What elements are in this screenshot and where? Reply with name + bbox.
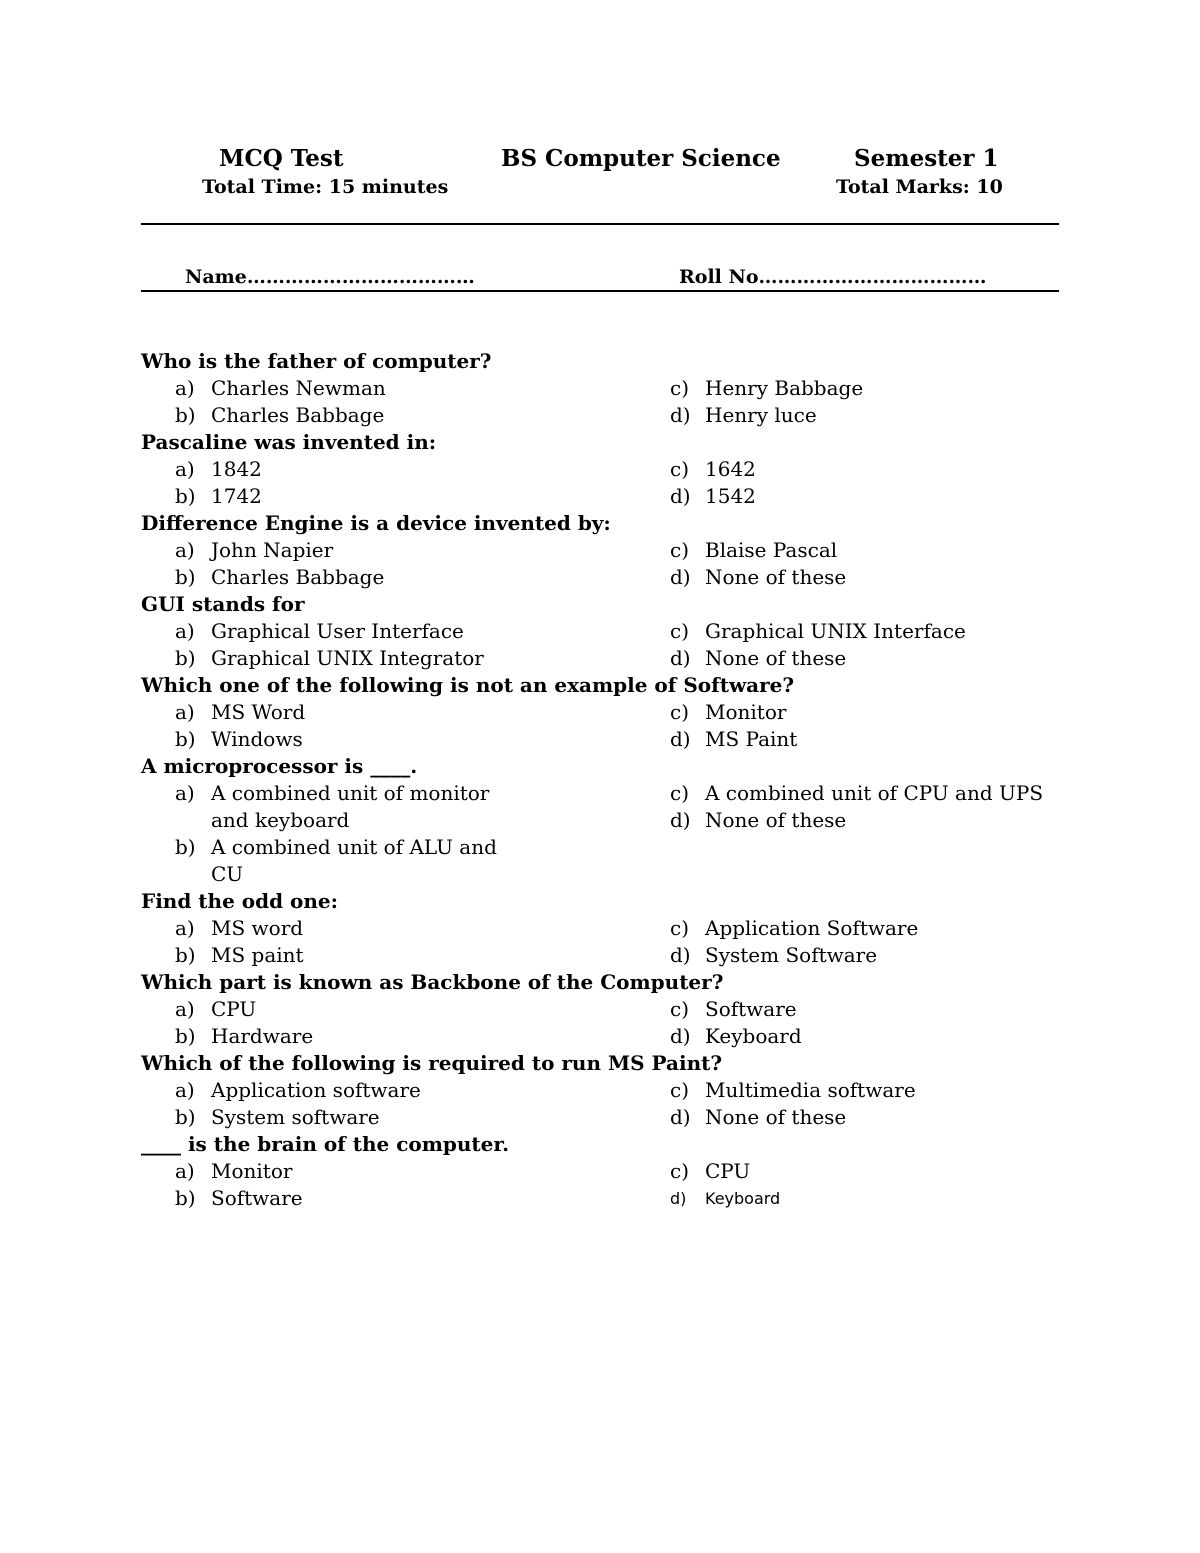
option-item xyxy=(670,456,1061,483)
option-item xyxy=(670,537,1061,564)
option-text: Henry luce xyxy=(705,403,817,427)
option-item xyxy=(670,564,1061,591)
option-text: A combined unit of monitor and keyboard xyxy=(211,781,490,832)
option-letter: d) xyxy=(670,1105,691,1129)
option-text: 1542 xyxy=(705,484,756,508)
option-text: System Software xyxy=(705,943,878,967)
option-item xyxy=(141,834,670,888)
test-title: MCQ Test xyxy=(219,145,344,172)
option-letter: d) xyxy=(670,484,691,508)
option-letter: d) xyxy=(670,1024,691,1048)
option-letter: d) xyxy=(670,808,691,832)
option-letter: b) xyxy=(175,943,196,967)
options-column-left xyxy=(141,618,670,672)
option-letter: d) xyxy=(670,565,691,589)
option-item xyxy=(141,942,670,969)
option-letter: b) xyxy=(175,727,196,751)
name-field: Name……………………………… xyxy=(185,266,475,288)
option-item xyxy=(670,645,1061,672)
option-text: Charles Newman xyxy=(211,376,386,400)
question-block xyxy=(141,753,1061,888)
option-letter: d) xyxy=(670,1189,687,1208)
option-item xyxy=(141,618,670,645)
option-item xyxy=(670,942,1061,969)
option-text: 1742 xyxy=(211,484,262,508)
option-text: Graphical User Interface xyxy=(211,619,464,643)
option-text: Hardware xyxy=(211,1024,314,1048)
option-item xyxy=(670,1158,1061,1185)
option-letter: b) xyxy=(175,1186,196,1210)
option-letter: b) xyxy=(175,565,196,589)
options-column-right xyxy=(670,618,1061,672)
total-marks: Total Marks: 10 xyxy=(836,176,1003,198)
option-text: A combined unit of CPU and UPS xyxy=(705,781,1044,805)
option-item xyxy=(141,537,670,564)
question-list xyxy=(141,348,1061,1212)
option-text: Henry Babbage xyxy=(705,376,864,400)
option-text: Keyboard xyxy=(705,1189,781,1208)
question-text: Who is the father of computer? xyxy=(141,349,492,373)
option-item xyxy=(670,996,1061,1023)
option-letter: c) xyxy=(670,1159,690,1183)
options-column-right xyxy=(670,537,1061,591)
total-time: Total Time: 15 minutes xyxy=(202,176,449,198)
question-block xyxy=(141,510,1061,591)
option-text: 1642 xyxy=(705,457,756,481)
options-grid xyxy=(141,699,1061,753)
roll-no-field: Roll No……………………………… xyxy=(679,266,987,288)
option-letter: c) xyxy=(670,997,690,1021)
header-divider xyxy=(141,223,1059,225)
option-text: None of these xyxy=(705,646,847,670)
option-text: MS Paint xyxy=(705,727,798,751)
options-grid xyxy=(141,1158,1061,1212)
program-title: BS Computer Science xyxy=(501,145,781,172)
option-item xyxy=(670,699,1061,726)
options-grid xyxy=(141,780,1061,888)
option-item xyxy=(141,780,670,834)
option-letter: a) xyxy=(175,619,195,643)
question-text: A microprocessor is ____. xyxy=(141,754,418,778)
option-letter: c) xyxy=(670,619,690,643)
question-block xyxy=(141,1050,1061,1131)
option-letter: d) xyxy=(670,727,691,751)
option-text: None of these xyxy=(705,808,847,832)
option-item xyxy=(670,1104,1061,1131)
question-text: Difference Engine is a device invented by: xyxy=(141,511,611,535)
option-text: CPU xyxy=(705,1159,751,1183)
options-column-right xyxy=(670,915,1061,969)
option-item xyxy=(670,726,1061,753)
options-column-left xyxy=(141,537,670,591)
option-letter: a) xyxy=(175,457,195,481)
option-letter: a) xyxy=(175,376,195,400)
question-text: GUI stands for xyxy=(141,592,305,616)
question-text: Which part is known as Backbone of the Computer? xyxy=(141,970,724,994)
option-item xyxy=(141,564,670,591)
option-text: Software xyxy=(211,1186,303,1210)
option-item xyxy=(670,618,1061,645)
option-text: None of these xyxy=(705,565,847,589)
options-column-right xyxy=(670,1077,1061,1131)
option-item xyxy=(141,699,670,726)
option-text: Monitor xyxy=(211,1159,293,1183)
option-item xyxy=(670,1185,1061,1212)
options-column-right xyxy=(670,1158,1061,1212)
option-item xyxy=(141,726,670,753)
option-text: Windows xyxy=(211,727,303,751)
question-block xyxy=(141,969,1061,1050)
question-text: Find the odd one: xyxy=(141,889,339,913)
option-letter: a) xyxy=(175,538,195,562)
option-item xyxy=(670,402,1061,429)
options-grid xyxy=(141,375,1061,429)
option-letter: c) xyxy=(670,457,690,481)
option-item xyxy=(670,780,1061,807)
option-item xyxy=(670,915,1061,942)
option-text: CPU xyxy=(211,997,257,1021)
option-text: Application software xyxy=(211,1078,421,1102)
option-letter: c) xyxy=(670,376,690,400)
options-column-left xyxy=(141,375,670,429)
options-column-right xyxy=(670,456,1061,510)
option-text: A combined unit of ALU and CU xyxy=(211,835,497,886)
options-column-left xyxy=(141,915,670,969)
option-item xyxy=(141,456,670,483)
option-letter: d) xyxy=(670,403,691,427)
option-letter: b) xyxy=(175,1105,196,1129)
option-text: Keyboard xyxy=(705,1024,802,1048)
option-item xyxy=(141,645,670,672)
options-column-left xyxy=(141,996,670,1050)
option-item xyxy=(141,1023,670,1050)
option-letter: b) xyxy=(175,403,196,427)
options-grid xyxy=(141,1077,1061,1131)
option-item xyxy=(670,1077,1061,1104)
option-text: Application Software xyxy=(705,916,919,940)
option-letter: b) xyxy=(175,1024,196,1048)
options-grid xyxy=(141,996,1061,1050)
option-text: Charles Babbage xyxy=(211,403,385,427)
option-letter: c) xyxy=(670,538,690,562)
option-letter: a) xyxy=(175,700,195,724)
question-block xyxy=(141,348,1061,429)
options-grid xyxy=(141,456,1061,510)
option-item xyxy=(141,1158,670,1185)
option-text: 1842 xyxy=(211,457,262,481)
option-item xyxy=(141,1185,670,1212)
options-column-left xyxy=(141,699,670,753)
option-text: MS Word xyxy=(211,700,306,724)
question-block xyxy=(141,1131,1061,1212)
option-item xyxy=(141,1077,670,1104)
option-text: Monitor xyxy=(705,700,787,724)
option-item xyxy=(141,483,670,510)
option-item xyxy=(670,1023,1061,1050)
option-item xyxy=(141,1104,670,1131)
option-item xyxy=(141,996,670,1023)
options-column-left xyxy=(141,456,670,510)
options-grid xyxy=(141,537,1061,591)
option-text: Graphical UNIX Integrator xyxy=(211,646,484,670)
options-grid xyxy=(141,915,1061,969)
option-letter: d) xyxy=(670,943,691,967)
option-letter: b) xyxy=(175,484,196,508)
question-text: ____ is the brain of the computer. xyxy=(141,1132,510,1156)
option-letter: a) xyxy=(175,997,195,1021)
options-column-right xyxy=(670,699,1061,753)
option-item xyxy=(670,807,1061,834)
option-item xyxy=(141,375,670,402)
option-text: Graphical UNIX Interface xyxy=(705,619,966,643)
option-letter: d) xyxy=(670,646,691,670)
options-column-left xyxy=(141,1077,670,1131)
option-letter: a) xyxy=(175,916,195,940)
options-column-right xyxy=(670,375,1061,429)
option-letter: a) xyxy=(175,1078,195,1102)
question-block xyxy=(141,591,1061,672)
question-text: Pascaline was invented in: xyxy=(141,430,437,454)
option-letter: b) xyxy=(175,835,196,859)
options-column-left xyxy=(141,1158,670,1212)
question-text: Which of the following is required to run MS Paint? xyxy=(141,1051,723,1075)
question-block xyxy=(141,672,1061,753)
option-text: Multimedia software xyxy=(705,1078,916,1102)
option-text: None of these xyxy=(705,1105,847,1129)
option-text: MS paint xyxy=(211,943,304,967)
option-letter: a) xyxy=(175,1159,195,1183)
option-text: Blaise Pascal xyxy=(705,538,838,562)
option-letter: a) xyxy=(175,781,195,805)
option-letter: c) xyxy=(670,1078,690,1102)
fields-divider xyxy=(141,290,1059,292)
question-block xyxy=(141,888,1061,969)
option-letter: b) xyxy=(175,646,196,670)
option-letter: c) xyxy=(670,916,690,940)
options-column-right xyxy=(670,780,1061,888)
option-text: System software xyxy=(211,1105,380,1129)
options-column-left xyxy=(141,780,670,888)
option-letter: c) xyxy=(670,781,690,805)
question-block xyxy=(141,429,1061,510)
semester-label: Semester 1 xyxy=(854,145,999,172)
option-letter: c) xyxy=(670,700,690,724)
options-column-right xyxy=(670,996,1061,1050)
option-text: Software xyxy=(705,997,797,1021)
option-item xyxy=(670,483,1061,510)
option-text: John Napier xyxy=(211,538,334,562)
option-item xyxy=(141,915,670,942)
option-text: MS word xyxy=(211,916,304,940)
question-text: Which one of the following is not an example of Software? xyxy=(141,673,795,697)
option-item xyxy=(141,402,670,429)
options-grid xyxy=(141,618,1061,672)
option-item xyxy=(670,375,1061,402)
option-text: Charles Babbage xyxy=(211,565,385,589)
